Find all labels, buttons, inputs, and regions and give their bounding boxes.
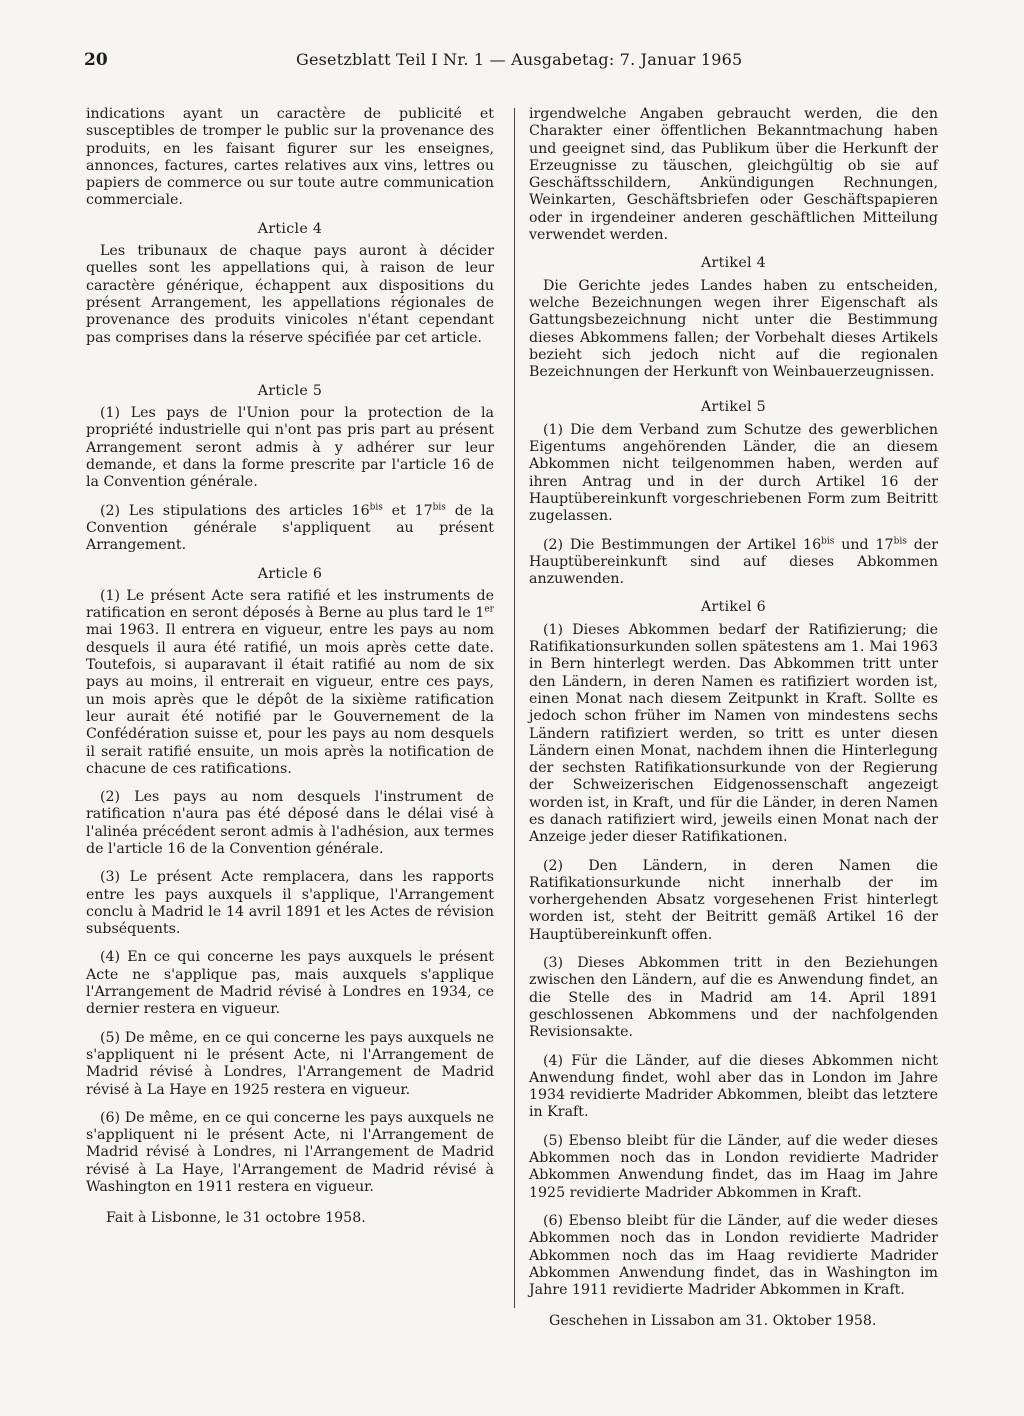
de-article-6-para-4: (4) Für die Länder, auf die dieses Abkommen nicht Anwendung findet, wohl aber das in London im Jahre 1934 revidierte Madrider Abkommen, bleibt das letztere in Kraft.	[529, 1052, 938, 1121]
fr-a5p2-sup-2: bis	[432, 501, 446, 512]
fr-intro-paragraph: indications ayant un caractère de publicité et susceptibles de tromper le public sur la provenance des produits, en les faisant figurer sur les enseignes, annonces, factures, cartes relatives aux vins, lettres ou papiers de commerce ou sur toute autre communication commerciale.	[86, 106, 494, 209]
fr-article-5-para-2	[86, 503, 494, 555]
fr-a5p2-sup-1: bis	[369, 501, 383, 512]
fr-article-6-heading: Article 6	[257, 565, 323, 582]
fr-a6p1-text-a: (1) Le présent Acte sera ratifié et les instruments de ratification en seront déposés à Berne au plus tard le 1	[86, 587, 494, 622]
de-a5p2-sup-1: bis	[821, 535, 835, 546]
fr-closing-line: Fait à Lisbonne, le 31 octobre 1958.	[106, 1210, 366, 1227]
de-closing-line: Geschehen in Lissabon am 31. Oktober 1958.	[549, 1313, 877, 1330]
column-divider	[514, 108, 515, 1308]
de-a5p2-text-a: (2) Die Bestimmungen der Artikel 16	[543, 536, 822, 553]
fr-article-6-para-3: (3) Le présent Acte remplacera, dans les rapports entre les pays auxquels il s'applique, l'Arrangement conclu à Madrid le 14 avril 1891 et les Actes de révision subséquents.	[86, 869, 494, 938]
de-intro-paragraph: irgendwelche Angaben gebraucht werden, die den Charakter einer öffentlichen Bekanntmachung haben und geeignet sind, das Publikum über die Herkunft der Erzeugnisse zu täuschen, gleichgültig ob sie auf Geschäftsschildern, Ankündigungen Rechnungen, Weinkarten, Geschäftsbriefen oder Geschäftspapieren oder in irgendeiner anderen geschäftlichen Mitteilung verwendet werden.	[529, 106, 938, 244]
de-article-6-para-2: (2) Den Ländern, in deren Namen die Ratifikationsurkunde nicht innerhalb der im vorhergehenden Absatz vorgesehenen Frist hinterlegt worden ist, steht der Beitritt gemäß Artikel 16 der Hauptübereinkunft offen.	[529, 857, 938, 943]
page-header	[84, 50, 944, 72]
de-a5p2-text-c: der Hauptübereinkunft sind auf dieses Abkommen anzuwenden.	[529, 536, 938, 588]
de-article-4-text: Die Gerichte jedes Landes haben zu entscheiden, welche Bezeichnungen wegen ihrer Eigenschaft als Gattungsbezeichnung nicht unter die Bestimmung dieses Abkommens fallen; der Vorbehalt dieses Artikels bezieht sich jedoch nicht auf die regionalen Bezeichnungen der Herkunft von Weinbauerzeugnissen.	[529, 277, 938, 381]
fr-article-6-para-2: (2) Les pays au nom desquels l'instrument de ratification n'aura pas été déposé dans le délai visé à l'alinéa précédent seront admis à l'adhésion, aux termes de l'article 16 de la Convention générale.	[86, 789, 494, 857]
fr-a5p2-text-c: de la Convention générale s'appliquent au présent Arrangement.	[86, 502, 494, 554]
fr-article-6-para-6: (6) De même, en ce qui concerne les pays auxquels ne s'appliquent ni le présent Acte, ni l'Arrangement de Madrid révisé à Londres, ni l'Arrangement de Madrid révisé à La Haye, l'Arrangement de Madrid révisé à Washington en 1911 restera en vigueur.	[86, 1109, 494, 1196]
de-article-6-para-1: (1) Dieses Abkommen bedarf der Ratifizierung; die Ratifikationsurkunden sollen spätestens am 1. Mai 1963 in Bern hinterlegt werden. Das Abkommen tritt unter den Ländern, in deren Namen es ratifiziert worden ist, einen Monat nach diesem Zeitpunkt in Kraft. Sollte es jedoch schon früher im Namen von mindestens sechs Ländern ratifiziert werden, so tritt es unter diesen Ländern einen Monat, nachdem ihnen die Hinterlegung der sechsten Ratifikationsurkunde von der Regierung der Schweizerischen Eidgenossenschaft angezeigt worden ist, in Kraft, und für die Länder, in deren Namen es danach ratifiziert wird, jeweils einen Monat nach der Anzeige jeder dieser Ratifikationen.	[529, 621, 938, 846]
de-article-6-para-5: (5) Ebenso bleibt für die Länder, auf die weder dieses Abkommen noch das in London revidierte Madrider Abkommen Anwendung findet, das im Haag im Jahre 1925 revidierte Madrider Abkommen in Kraft.	[529, 1132, 938, 1201]
fr-a5p2-text-a: (2) Les stipulations des articles 16	[100, 502, 370, 519]
fr-article-4-text: Les tribunaux de chaque pays auront à décider quelles sont les appellations qui, à raison de leur caractère générique, échappent aux dispositions du présent Arrangement, les appellations régionales de provenance des produits vinicoles n'étant cependant pas comprises dans la réserve spécifiée par cet article.	[86, 243, 494, 346]
de-article-6-para-6: (6) Ebenso bleibt für die Länder, auf die weder dieses Abkommen noch das in London revidierte Madrider Abkommen noch das im Haag revidierte Madrider Abkommen Anwendung findet, das in Washington im Jahre 1911 revidierte Madrider Abkommen in Kraft.	[529, 1212, 938, 1299]
fr-article-6-para-4: (4) En ce qui concerne les pays auxquels le présent Acte ne s'applique pas, mais auxquels s'applique l'Arrangement de Madrid révisé à Londres en 1934, ce dernier restera en vigueur.	[86, 949, 494, 1018]
de-a5p2-text-b: und 17	[834, 536, 894, 553]
de-article-6-heading: Artikel 6	[700, 599, 767, 616]
de-article-6-para-3: (3) Dieses Abkommen tritt in den Beziehungen zwischen den Ländern, auf die es Anwendung findet, an die Stelle des in Madrid am 14. April 1891 geschlossenen Abkommens und der nachfolgenden Revisionsakte.	[529, 955, 938, 1041]
page-number: 20	[84, 50, 108, 70]
de-a5p2-sup-2: bis	[893, 535, 907, 546]
fr-article-5-heading: Article 5	[257, 382, 323, 399]
fr-article-6-para-5: (5) De même, en ce qui concerne les pays auxquels ne s'appliquent ni le présent Acte, ni l'Arrangement de Madrid révisé à Londres, l'Arrangement de Madrid révisé à La Haye en 1925 restera en vigueur.	[86, 1029, 494, 1098]
fr-article-5-para-1: (1) Les pays de l'Union pour la protection de la propriété industrielle qui n'ont pas pris part au présent Arrangement seront admis à y adhérer sur leur demande, et dans la forme prescrite par l'article 16 de la Convention générale.	[86, 405, 494, 491]
german-column	[529, 106, 938, 1342]
de-article-5-para-1: (1) Die dem Verband zum Schutze des gewerblichen Eigentums angehörenden Länder, die an diesem Abkommen nicht teilgenommen haben, werden auf ihren Antrag und in der durch Artikel 16 der Hauptübereinkunft vorgeschriebenen Form zum Beitritt zugelassen.	[529, 421, 938, 525]
fr-a5p2-text-b: et 17	[382, 502, 433, 519]
de-article-5-heading: Artikel 5	[700, 399, 767, 416]
fr-article-6-para-1	[86, 588, 494, 778]
fr-article-4-heading: Article 4	[257, 220, 323, 237]
french-column	[86, 106, 494, 1239]
de-article-5-para-2	[529, 537, 938, 589]
fr-a6p1-text-b: mai 1963. Il entrera en vigueur, entre les pays au nom desquels il aura été ratifié, un mois après cette date. Toutefois, si auparavant il était ratifié au nom de six pays au moins, il entrerait en vigueur, entre ces pays, un mois après que le dépôt de la sixième ratification leur aurait été notifié par le Gouvernement de la Confédération suisse et, pour les pays au nom desquels il serait ratifié ensuite, un mois après la notification de chacune de ces ratifications.	[86, 622, 494, 777]
de-article-4-heading: Artikel 4	[700, 255, 767, 272]
fr-a6p1-sup: er	[484, 604, 494, 615]
running-head: Gesetzblatt Teil I Nr. 1 — Ausgabetag: 7. Januar 1965	[296, 50, 743, 69]
